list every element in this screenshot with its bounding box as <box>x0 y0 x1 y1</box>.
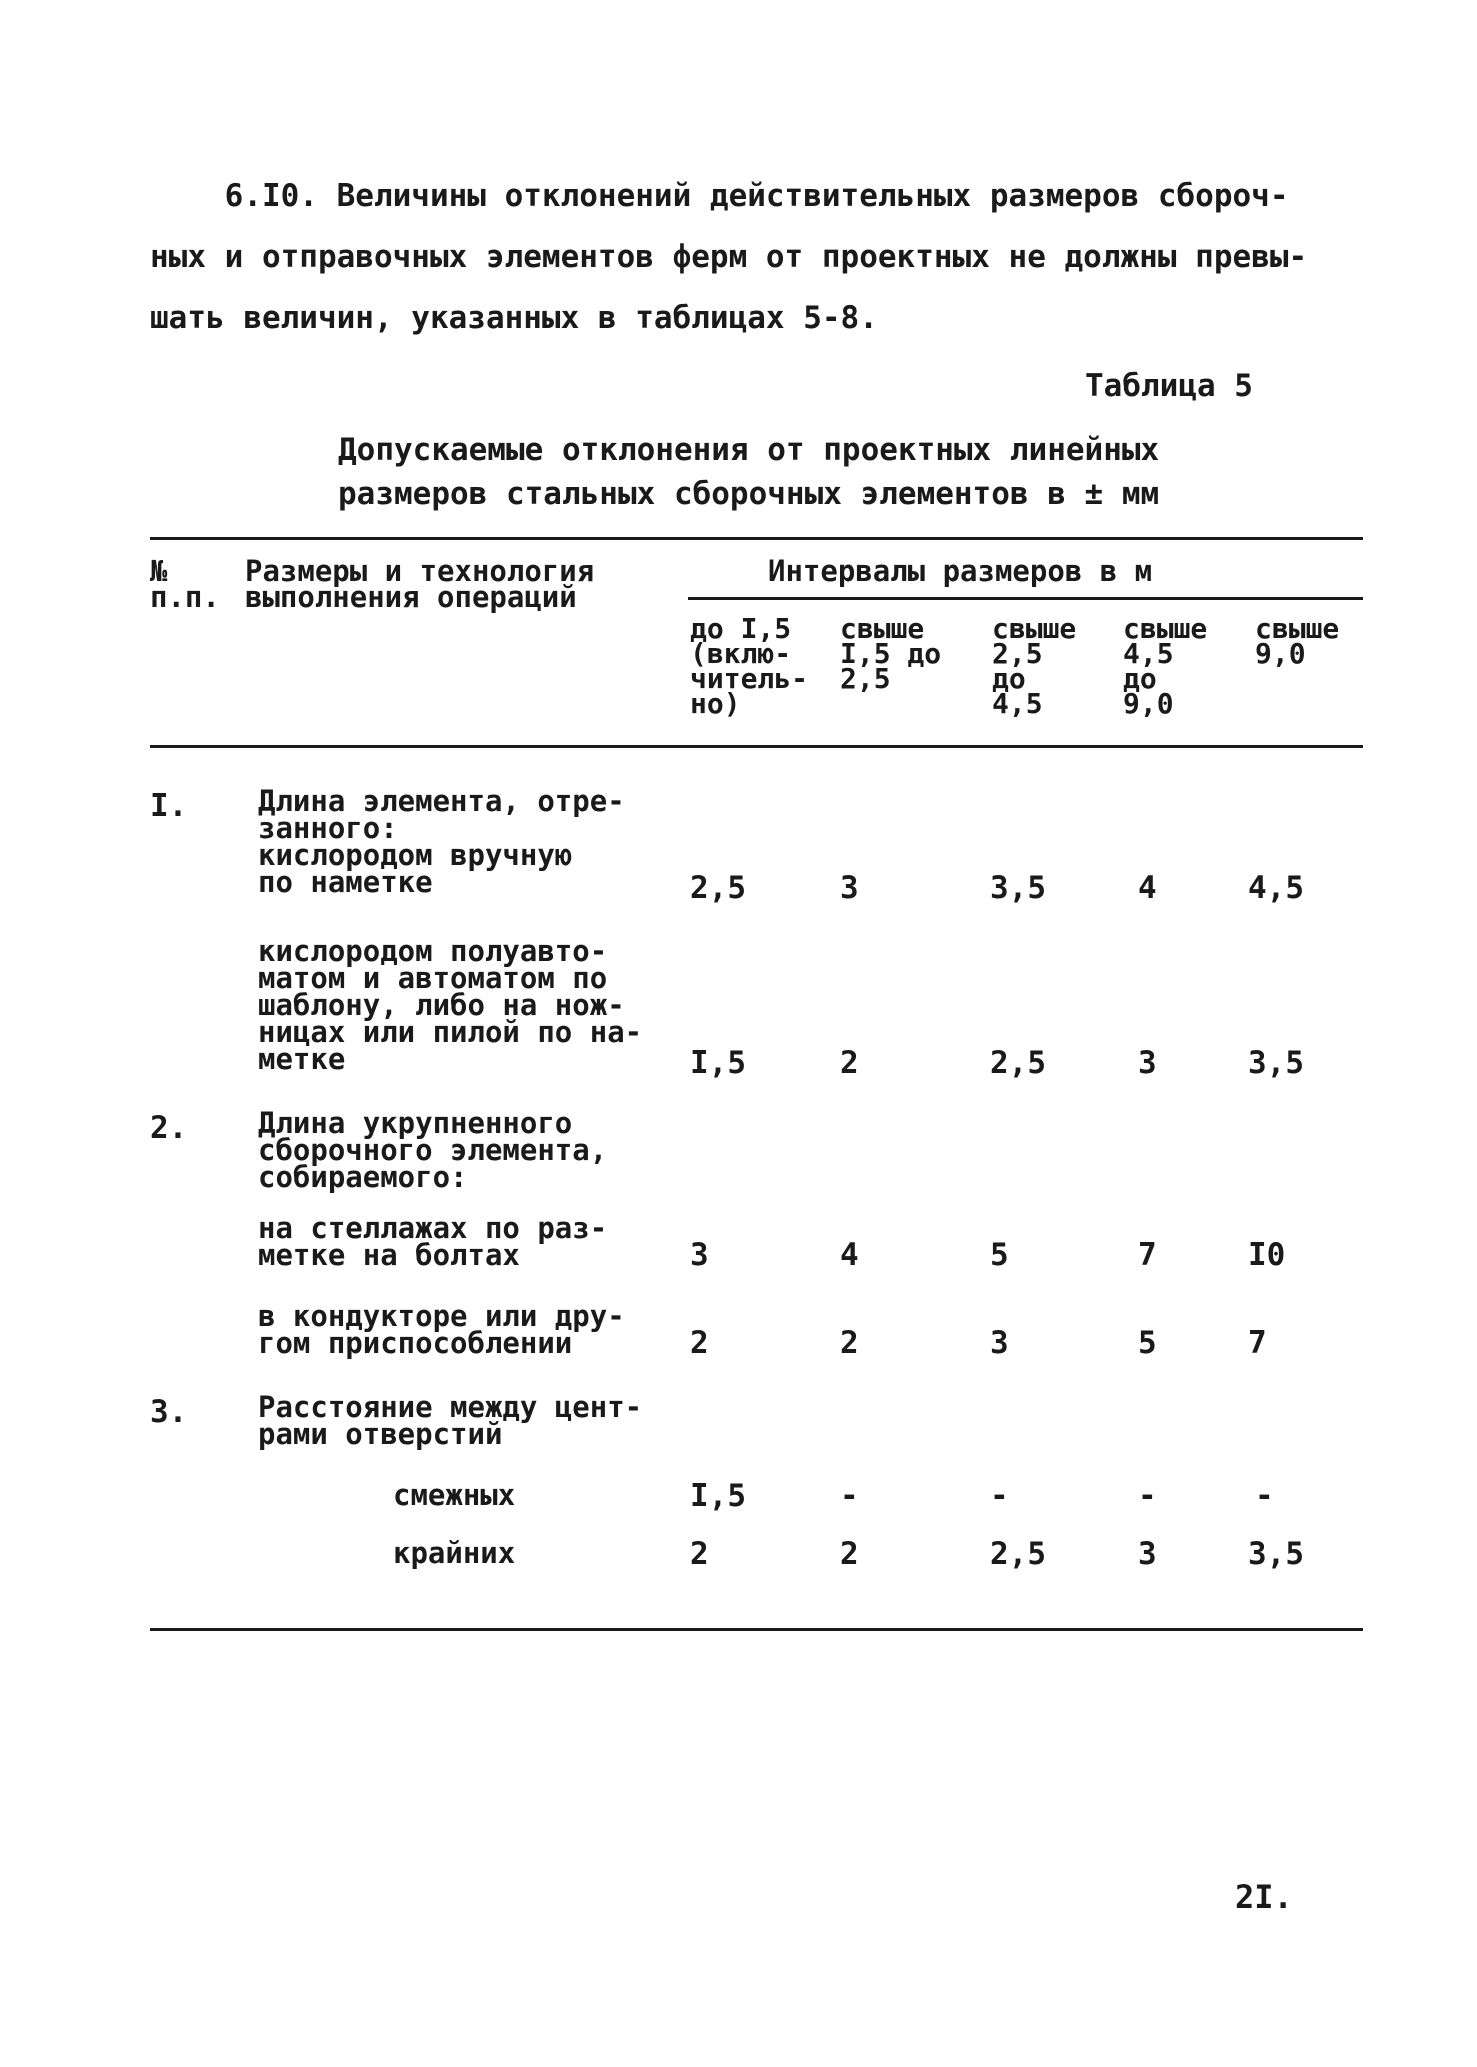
header-desc-line: выполнения операций <box>245 580 577 614</box>
cell-value: 2,5 <box>990 1536 1046 1572</box>
cell-value: 3,5 <box>990 870 1046 906</box>
desc-line: метке <box>258 1042 346 1076</box>
subcol-line: но) <box>690 687 741 720</box>
desc-line: на стеллажах по раз- <box>258 1211 608 1245</box>
subcol-line: 2,5 <box>840 662 891 695</box>
cell-value: 5 <box>990 1237 1009 1273</box>
cell-value: - <box>1138 1478 1157 1514</box>
table-title-line: размеров стальных сборочных элементов в ± мм <box>338 476 1160 512</box>
subcol-line: свыше <box>840 612 925 645</box>
cell-value: 5 <box>1138 1325 1157 1361</box>
subcol-header-5 <box>1255 612 1340 670</box>
cell-value: 2,5 <box>690 870 746 906</box>
cell-value: - <box>1255 1478 1274 1514</box>
cell-value: 3 <box>1138 1536 1157 1572</box>
cell-value: 3 <box>990 1325 1009 1361</box>
cell-value: I0 <box>1248 1237 1286 1273</box>
desc-line: гом приспособлении <box>258 1326 573 1360</box>
subcol-line: 9,0 <box>1123 687 1174 720</box>
subcol-line: читель- <box>690 662 809 695</box>
desc-line: собираемого: <box>258 1160 468 1194</box>
table-label: Таблица 5 <box>1085 368 1253 404</box>
subcol-line: до I,5 <box>690 612 792 645</box>
cell-value: 2 <box>840 1536 859 1572</box>
row-number: 3. <box>150 1394 188 1430</box>
page-number: 2I. <box>1235 1878 1293 1916</box>
cell-value: 4 <box>1138 870 1157 906</box>
desc-line: рами отверстий <box>258 1417 503 1451</box>
paragraph-line: ных и отправочных элементов ферм от проектных не должны превы- <box>150 239 1308 275</box>
header-bottom-rule <box>150 745 1363 748</box>
desc-line: Длина элемента, отре- <box>258 784 625 818</box>
subcol-line: свыше <box>1255 612 1340 645</box>
desc-line: смежных <box>393 1478 516 1512</box>
cell-value: 3,5 <box>1248 1536 1304 1572</box>
cell-value: 4,5 <box>1248 870 1304 906</box>
cell-value: 2 <box>690 1536 709 1572</box>
desc-line: по наметке <box>258 865 433 899</box>
cell-value: 7 <box>1138 1237 1157 1273</box>
subcol-line: 2,5 <box>992 637 1043 670</box>
table-title <box>338 428 1238 516</box>
desc-line: Расстояние между цент- <box>258 1390 643 1424</box>
desc-line: занного: <box>258 811 398 845</box>
table-top-rule <box>150 537 1363 540</box>
desc-line: кислородом полуавто- <box>258 934 608 968</box>
subcol-line: 4,5 <box>1123 637 1174 670</box>
cell-value: 2,5 <box>990 1045 1046 1081</box>
cell-value: 3,5 <box>1248 1045 1304 1081</box>
row-number: I. <box>150 788 188 824</box>
header-num-col <box>150 554 220 614</box>
row-description <box>258 1299 625 1360</box>
cell-value: 2 <box>840 1325 859 1361</box>
subcol-header-2 <box>840 612 942 695</box>
header-num-abbr: п.п. <box>150 580 220 614</box>
row-number: 2. <box>150 1110 188 1146</box>
row-description <box>258 934 643 1076</box>
subcol-line: (вклю- <box>690 637 792 670</box>
header-num-symbol: № <box>150 554 168 588</box>
cell-value: - <box>990 1478 1009 1514</box>
cell-value: I,5 <box>690 1478 746 1514</box>
subcol-line: свыше <box>1123 612 1208 645</box>
cell-value: 7 <box>1248 1325 1267 1361</box>
subcol-line: 9,0 <box>1255 637 1306 670</box>
desc-line: ницах или пилой по на- <box>258 1015 643 1049</box>
header-intervals-title: Интервалы размеров в м <box>768 554 1153 588</box>
subcol-line: 4,5 <box>992 687 1043 720</box>
cell-value: 2 <box>690 1325 709 1361</box>
row-description <box>258 784 625 899</box>
desc-line: крайних <box>393 1536 516 1570</box>
row-description <box>393 1478 516 1512</box>
cell-value: 3 <box>690 1237 709 1273</box>
subcol-header-4 <box>1123 612 1208 720</box>
subcol-line: свыше <box>992 612 1077 645</box>
desc-line: Длина укрупненного <box>258 1106 573 1140</box>
desc-line: кислородом вручную <box>258 838 573 872</box>
row-description <box>258 1106 608 1194</box>
header-desc-col <box>245 554 595 614</box>
cell-value: 2 <box>840 1045 859 1081</box>
paragraph-line: 6.I0. Величины отклонений действительных размеров сбороч- <box>150 178 1289 214</box>
desc-line: метке на болтах <box>258 1238 520 1272</box>
desc-line: сборочного элемента, <box>258 1133 608 1167</box>
intervals-rule <box>688 597 1363 600</box>
cell-value: 4 <box>840 1237 859 1273</box>
cell-value: I,5 <box>690 1045 746 1081</box>
subcol-line: до <box>1123 662 1157 695</box>
subcol-header-3 <box>992 612 1077 720</box>
paragraph-line: шать величин, указанных в таблицах 5-8. <box>150 300 878 336</box>
desc-line: шаблону, либо на нож- <box>258 988 625 1022</box>
row-description <box>258 1211 608 1272</box>
intro-paragraph <box>150 166 1340 349</box>
subcol-line: I,5 до <box>840 637 942 670</box>
table-bottom-rule <box>150 1628 1363 1631</box>
subcol-header-1 <box>690 612 809 720</box>
table-title-line: Допускаемые отклонения от проектных линейных <box>338 432 1160 468</box>
desc-line: матом и автоматом по <box>258 961 608 995</box>
cell-value: 3 <box>840 870 859 906</box>
cell-value: - <box>840 1478 859 1514</box>
cell-value: 3 <box>1138 1045 1157 1081</box>
row-description <box>258 1390 643 1451</box>
header-desc-line: Размеры и технология <box>245 554 595 588</box>
row-description <box>393 1536 516 1570</box>
desc-line: в кондукторе или дру- <box>258 1299 625 1333</box>
subcol-line: до <box>992 662 1026 695</box>
